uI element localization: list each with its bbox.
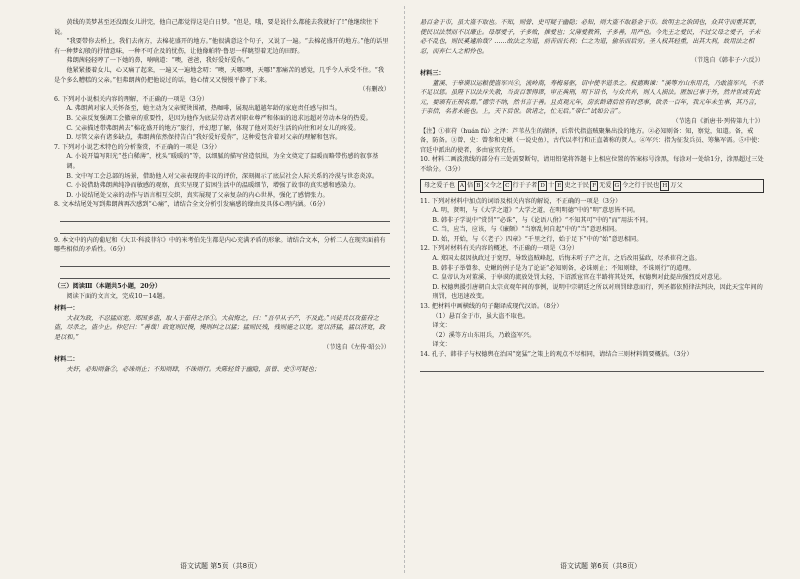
break-text: 父令之 [483, 181, 503, 189]
break-slot[interactable]: E [557, 182, 562, 189]
q6-option: A. 弗朗茜对家人关怀备至，她主动为父亲熨烫围裙，热咖啡，展现出超越年龄的家庭责任感与担当。 [66, 105, 341, 113]
question-11-stem: 11. 下列对材料中加点的词语及相关内容的解说，不正确的一项是（3分） [420, 197, 622, 205]
material-2-continued: 悬百金于市，虽大盗不取也。不知，则曾、史可疑于幽隐；必知，则大盗不取悬金于市。故明主之治国也，众其守而重其罪，使民以法禁而不以廉止。母厚爱子，子多败，推爱也；父薄爱教笞，子多善，用严也。今先王之爱民，不过父母之爱子，子未必不乱也，则民奚遽治哉？……故法之为道，前苦而长利；仁之为道，偷乐而后穷。圣人权其轻重，出其大利，故用法之相忍，而弃仁人之相怜也。 [420, 19, 761, 55]
story-paragraph: 黄线的美梦甚至还没跟女儿讲完，他自己都觉得这是白日梦。“但是，哦，要是说什么都能去我就好了!”他继续往下说。 [54, 19, 379, 36]
q13-yiwen-label: 译文： [432, 322, 451, 330]
annotation-note: 【注】①萑苻（huán fú）之泽：芦苇丛生的湖泽，后常代指盗贼聚集出没的地方。②必知则备：知，察觉，知道。备，戒备，防备。③曾、史：曾参和史鳅（一说史鱼），古代以孝行和正直著称的贤人。④军兴：指为征发兵员、筹集军需。⑤中使：宫廷中派出的使者，多由宦官充任。 [420, 127, 764, 154]
break-slot[interactable]: F [592, 182, 597, 189]
section-3-title: （三）阅读Ⅲ（本题共5小题，20分） [54, 283, 162, 291]
right-page [420, 18, 764, 551]
answer-line[interactable] [60, 269, 390, 279]
q11-option: D. 始，开始，与《〈老子〉四章》“千里之行，始于足下”中的“始”意思相同。 [432, 235, 643, 243]
section-3-intro: 阅读下面的文言文，完成10～14题。 [66, 292, 169, 300]
q7-option: B. 文中写工会总部的场景，借助他人对父亲表现的非议的评价，深刻揭示了底层社会人际关系的冷漠与世态炎凉。 [66, 172, 379, 180]
left-page [54, 18, 390, 551]
break-line-start: 母之爱子也 [424, 181, 455, 189]
story-paragraph: 弗朗茜轻轻哼了一下她的鼻，喃喃道：“噢，爸爸，我好爱好爱你。” [66, 57, 250, 65]
material-3-text: 董溪、于皋谟以运粮使盗军兴④，流岭南，寿梅易驱，诏中使半道杀之。权德舆谏：“溪等方山东用兵，乃敢盗军兴，不杀不足以惩。虽陛下以法斥失赦，当责百罪得谬，审正典刑，明下诏书，与众共弃，则人人损法。匿加已事于外，然并世或有此元，要颁有正刑名焉。”德宗不纳，然书言于善。且贞观元年，房玄龄请后世有时恶事，欲杀一百年，我元年未生事，其乃言，于亲信，名者未能也。上，天下后世。欲诸之，忙无后。”帝仁“试如公言”。 [420, 79, 764, 116]
material-3-label: 材料三： [420, 69, 445, 77]
q12-option: D. 权德舆援引唐朝自太宗贞观年间的事例，说明中宗朝廷之所以对刑罚肆意而行，列圣都依照律法判决，因此天宝年间的刑罚，也迅速改变。 [432, 283, 763, 301]
break-slot[interactable]: D [540, 182, 545, 189]
sentence-break-box [420, 179, 764, 193]
q7-option: A. 小说开篇写阳光“苍白稀薄”，枕头“暖暖的”等，以细腻的描写营造氛围，为全文奠定了温暖而略带伤感的叙事基调。 [66, 153, 379, 170]
break-text: 倍 [467, 181, 474, 189]
answer-line[interactable] [60, 224, 390, 234]
question-14-stem: 14. 孔子、韩非子与权德舆在治国“宽猛”之策上的观点不尽相同，请结合三则材料简要概括。（3分） [420, 351, 693, 358]
answer-line[interactable] [60, 212, 390, 222]
question-9-stem: 9. 本文中的内的葡尼和《大卫·科波菲尔》中的米考伯先生都是内心充满矛盾的形象。请结合文本，分析二人在现实面前有哪些相似的矛盾性。（6分） [54, 236, 386, 254]
material-1-source: （节选自《左传·昭公》） [323, 343, 390, 351]
story-paragraph: “我要带你去桥上，我们去南方，去棉花盛开的地方。”他很满意这个句子，又说了一遍。“去棉花盛开的地方。”他的话里有一种梦幻般的抒情意味，一种不可企及的忧伤，让他像帕特·鲁思一样眺望着无边的田野。 [54, 38, 389, 55]
material-2-source: （节选自《韩非子·六反》） [690, 57, 764, 65]
break-slot[interactable]: C [505, 182, 510, 189]
page-gutter [404, 6, 405, 573]
q11-option: C. 当，应当，应该，与《廉颇》“当察乱何自起”中的“当”意思相同。 [432, 226, 621, 234]
material-1-label: 材料一： [54, 305, 79, 313]
break-text: 令之行于民也 [622, 181, 660, 189]
story-source: （有删改） [359, 86, 390, 94]
question-6-stem: 6. 下列对小说相关内容的理解，不正确的一项是（3分） [54, 95, 209, 103]
question-10-stem: 10. 材料二画波浪线的部分有三处需要断句，请用铅笔将答题卡上相应位置的答案标号涂黑，每涂对一处给1分，涂黑超过三处不给分。（3分） [420, 156, 764, 173]
break-slot[interactable]: B [476, 182, 481, 189]
break-text: 十 [547, 181, 555, 189]
break-slot[interactable]: H [662, 182, 668, 189]
left-page-footer: 语文试题 第5页（共8页） [180, 562, 262, 570]
q12-option: A. 郑国太叔因执政过于宽厚，导致盗贼峰起，后悔未听子产之言，之后改用猛政，尽杀萑苻之盗。 [432, 255, 701, 263]
q7-option: C. 小说借助弗朗茜纯净而敏感的观察，真实呈现了贫困生活中的温暖细节，增强了故事的真实感和感染力。 [66, 182, 360, 190]
break-text: 无爱 [599, 181, 612, 189]
question-13-stem: 13. 把材料中画横线的句子翻译成现代汉语。（8分） [420, 303, 563, 311]
break-text: 行于子者 [512, 181, 538, 189]
q6-option: D. 尽管父亲有诸多缺点，弗朗茜依然保持告白“我好爱好爱你”，这种爱包含着对父亲的理解和包容。 [66, 134, 342, 142]
break-text: 吏之于民 [564, 181, 590, 189]
question-12-stem: 12. 下列对材料有关内容的概述，不正确的一项是（3分） [420, 245, 579, 253]
answer-line[interactable] [60, 257, 390, 267]
material-2-text: 夫奸，必知则备②，必诛则止；不知则肆，不诛则行。夫陈轻货于幽隐，虽曾、史③可疑也； [66, 365, 321, 373]
break-slot[interactable]: A [459, 182, 465, 189]
material-1-text: 大叔为政，不忍猛而宽。郑国多盗，取人于萑苻之泽①。大叔悔之，曰：“吾早从子产，不及此。”兴徒兵以攻萑苻之盗，尽杀之，盗少止。仲尼曰：“善哉！政宽则民慢，慢则纠之以猛；猛则民残，残则施之以宽。宽以济猛，猛以济宽，政是以和。” [54, 314, 386, 342]
q12-option: C. 皇帝认为对董溪、于皋谟的流放处罚太轻，下诏派宦官在半路将其处死，权德舆对此提出强烈反对意见。 [432, 274, 726, 282]
answer-line[interactable] [420, 362, 764, 372]
material-3-source: （节选自《新唐书·列传第九十》） [672, 117, 764, 125]
question-8-stem: 8. 文本结尾处写到弗朗茜再次感到“心痛”，请结合全文分析引发痛感的缘由及具体心理内涵。（6分） [54, 201, 329, 209]
q6-option: B. 父亲反复强调工会徽章的重要性，是因为他作为底层劳动者对职业尊严和体面的追求远超对劳动本身的热爱。 [66, 114, 372, 122]
material-2-label: 材料二： [54, 356, 79, 364]
right-page-footer: 语文试题 第6页（共8页） [560, 562, 642, 570]
q12-option: B. 韩非子举曾参、史鳅的例子是为了论证“必知则备，必诛则止；不知则肆，不诛则行”的道理。 [432, 264, 695, 272]
q6-option: C. 父亲描述带弗朗茜去“棉花盛开的地方”旅行，并幻想了解，体现了他对美好生活的向往和对女儿的疼爱。 [66, 124, 360, 132]
q13-sentence-1: （1）悬百金于市，虽大盗不取也。 [432, 312, 530, 320]
question-7-stem: 7. 下列对小说艺术特色的分析鉴赏，不正确的一项是（3分） [54, 143, 221, 151]
q7-option: D. 小说结尾处父亲的动作与语言相互交织，真实展现了父亲复杂的内心世界，强化了感情张力。 [66, 191, 329, 199]
q13-yiwen-label: 译文： [432, 341, 451, 349]
break-text: 万父 [670, 181, 683, 189]
q11-option: B. 韩非子学说中“赏罚”“必诛”，与《论语八佾》“不知其可”中的“而”用法不同。 [432, 216, 652, 224]
break-slot[interactable]: G [614, 182, 620, 189]
q11-option: A. 明，贤明，与《大学之道》“大学之道，在明明德”中的“明”意思皆不同。 [432, 207, 640, 215]
q13-sentence-2: （2）溪等方山东用兵，乃敢盗军兴。 [432, 331, 536, 339]
story-paragraph: 他紧紧搂着女儿，心又痛了起来，一遍又一遍地念叨：“噢，天哪!噢，天哪!”那痛苦的感觉，几乎令人承受不住。“我是个多么糟糕的父亲。”但弗朗茜仍把他说过的话，他心情又又慢慢平静了下来。 [54, 66, 385, 84]
